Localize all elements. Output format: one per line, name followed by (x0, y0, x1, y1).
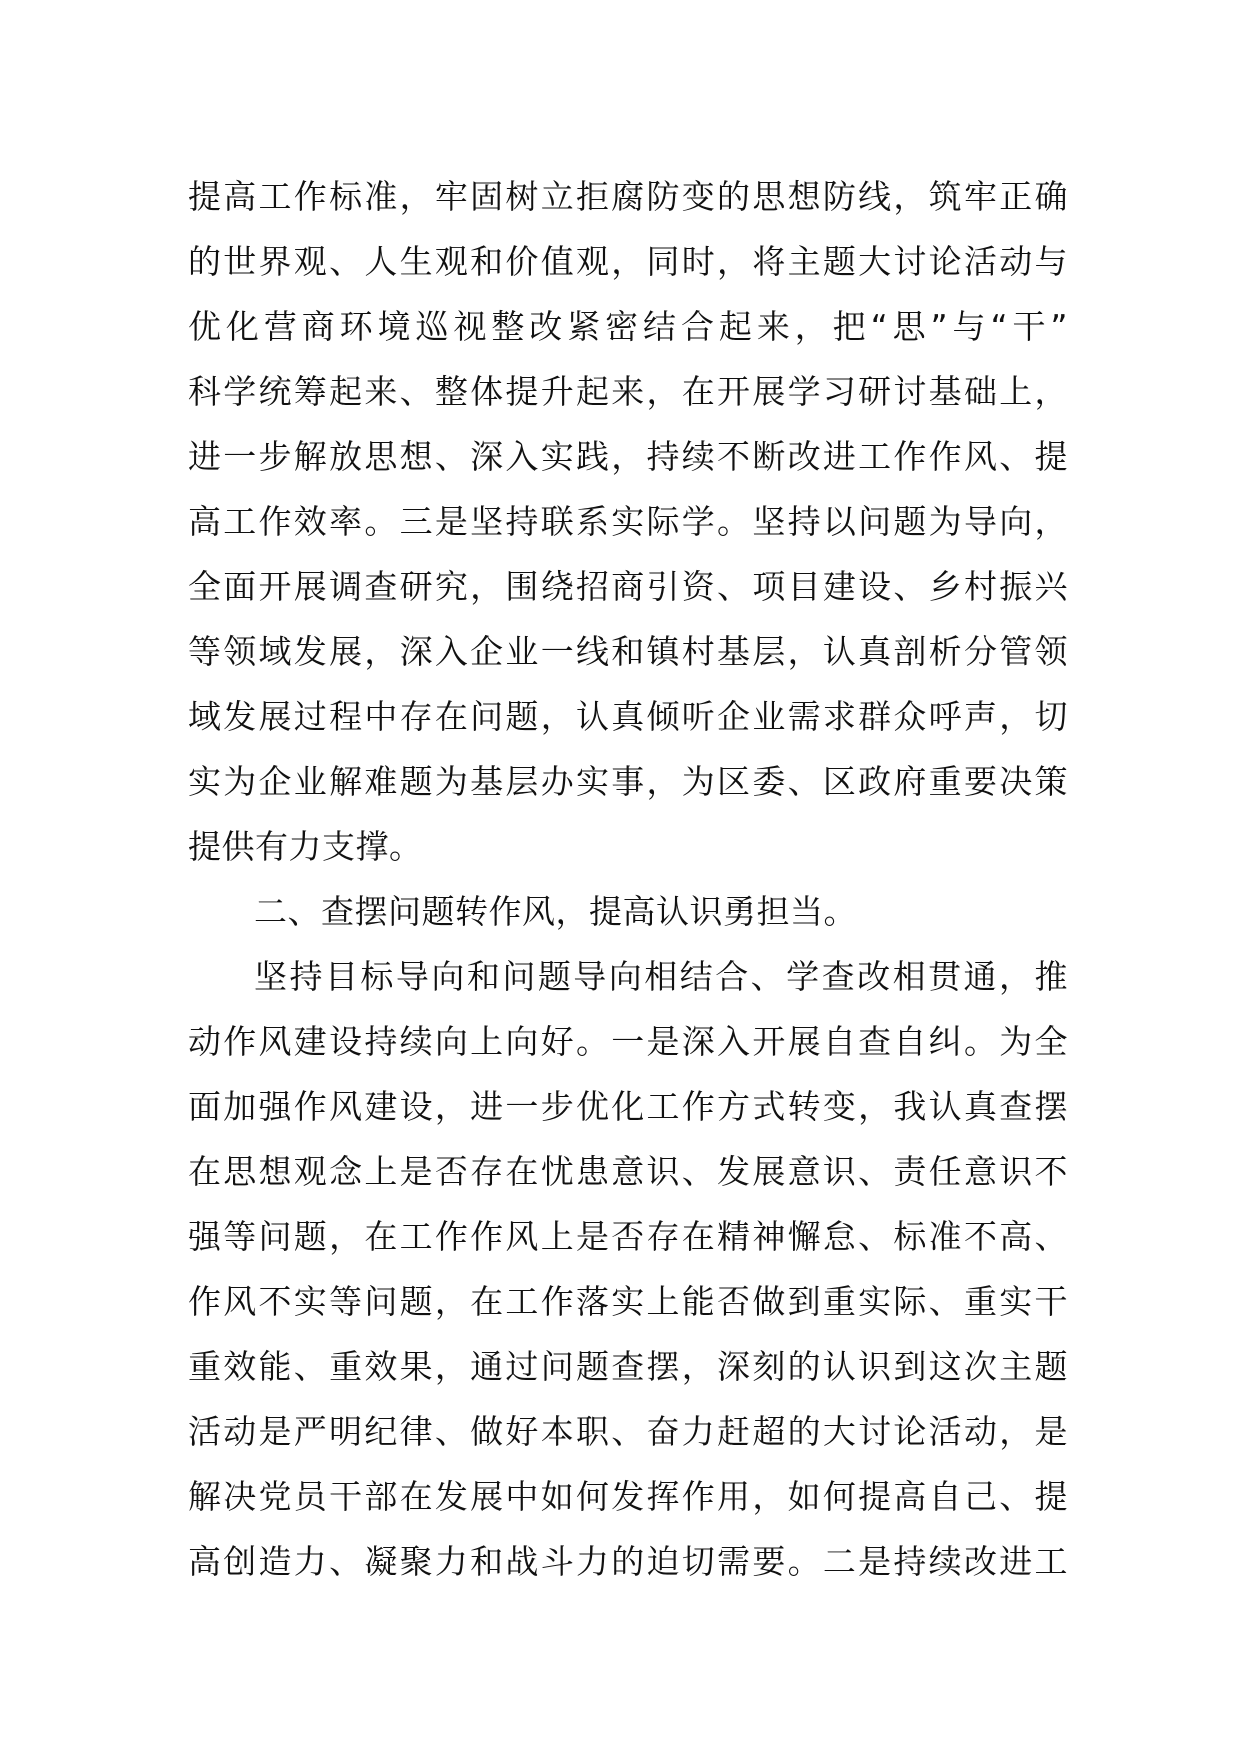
text-line: 作风不实等问题，在工作落实上能否做到重实际、重实干 (188, 1282, 1068, 1321)
text-line: 优化营商环境巡视整改紧密结合起来，把“思”与“干” (188, 307, 1068, 346)
text-line: 科学统筹起来、整体提升起来，在开展学习研讨基础上， (188, 372, 1068, 411)
text-line: 等领域发展，深入企业一线和镇村基层，认真剖析分管领 (188, 632, 1068, 671)
text-line: 重效能、重效果，通过问题查摆，深刻的认识到这次主题 (188, 1347, 1068, 1386)
text-line: 提高工作标准，牢固树立拒腐防变的思想防线，筑牢正确 (188, 177, 1068, 216)
text-line: 高创造力、凝聚力和战斗力的迫切需要。二是持续改进工 (188, 1542, 1068, 1581)
text-line: 提供有力支撑。 (188, 827, 423, 866)
section-heading: 二、查摆问题转作风，提高认识勇担当。 (254, 892, 857, 931)
paragraph-2 (188, 944, 1068, 1594)
document-body (188, 164, 1068, 1594)
text-line: 域发展过程中存在问题，认真倾听企业需求群众呼声，切 (188, 697, 1068, 736)
text-line: 强等问题，在工作作风上是否存在精神懈怠、标准不高、 (188, 1217, 1068, 1256)
text-line: 动作风建设持续向上向好。一是深入开展自查自纠。为全 (188, 1022, 1068, 1061)
text-line: 全面开展调查研究，围绕招商引资、项目建设、乡村振兴 (188, 567, 1068, 606)
text-line: 的世界观、人生观和价值观，同时，将主题大讨论活动与 (188, 242, 1068, 281)
text-line: 实为企业解难题为基层办实事，为区委、区政府重要决策 (188, 762, 1068, 801)
text-line: 进一步解放思想、深入实践，持续不断改进工作作风、提 (188, 437, 1068, 476)
text-line: 解决党员干部在发展中如何发挥作用，如何提高自己、提 (188, 1477, 1068, 1516)
text-line: 面加强作风建设，进一步优化工作方式转变，我认真查摆 (188, 1087, 1068, 1126)
text-line: 活动是严明纪律、做好本职、奋力赶超的大讨论活动，是 (188, 1412, 1068, 1451)
text-line: 在思想观念上是否存在忧患意识、发展意识、责任意识不 (188, 1152, 1068, 1191)
paragraph-1 (188, 164, 1068, 879)
text-line: 坚持目标导向和问题导向相结合、学查改相贯通，推 (254, 957, 1068, 996)
text-line: 高工作效率。三是坚持联系实际学。坚持以问题为导向， (188, 502, 1068, 541)
